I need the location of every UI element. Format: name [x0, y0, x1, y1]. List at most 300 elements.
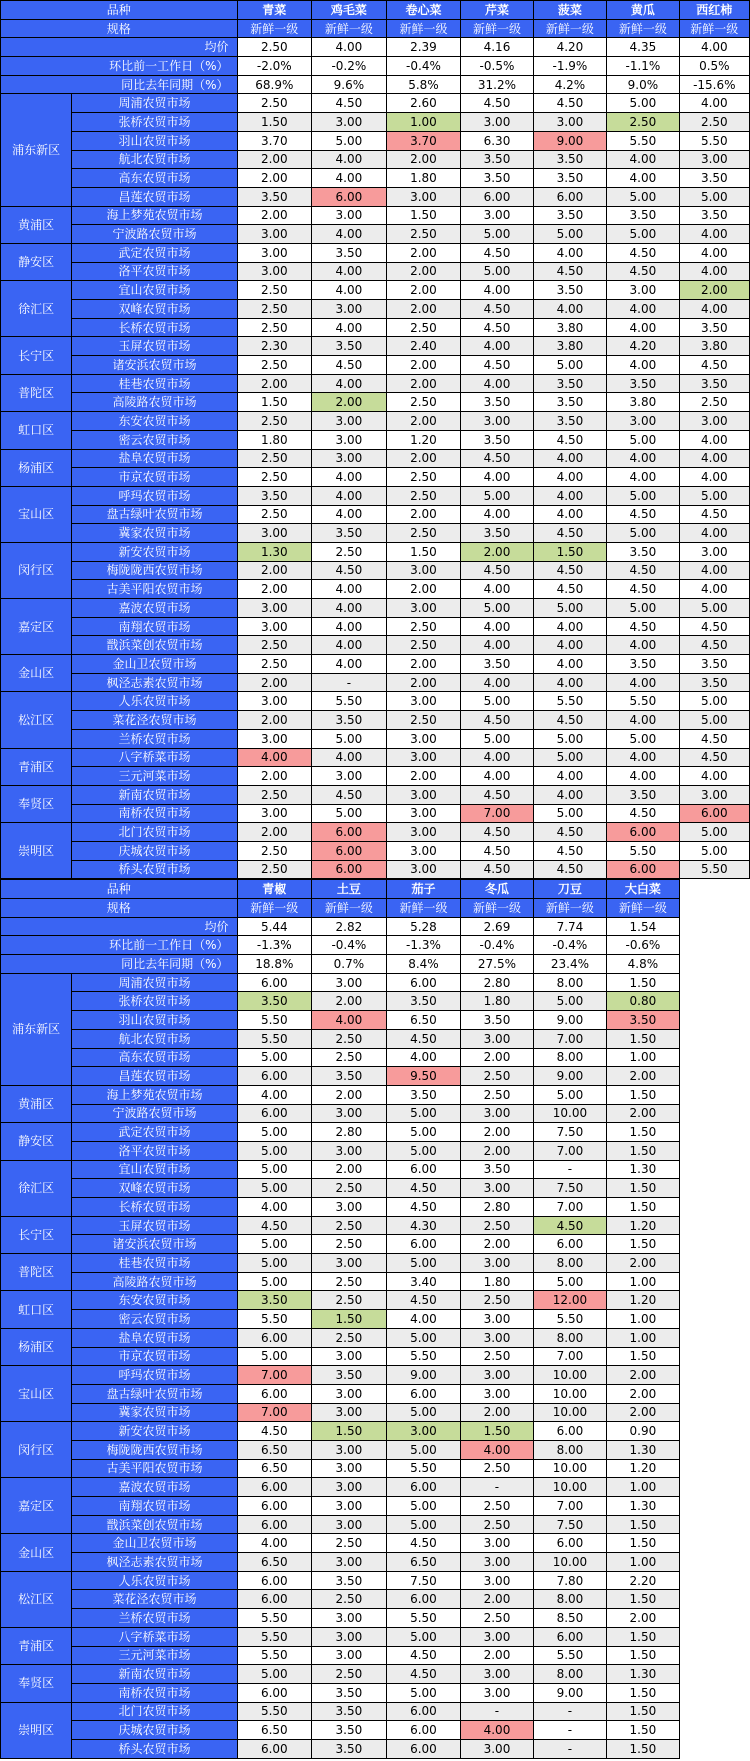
- price-cell: 2.50: [386, 636, 461, 655]
- market-name: 周浦农贸市场: [72, 94, 237, 113]
- price-cell: 7.50: [386, 1571, 461, 1590]
- market-name: 人乐农贸市场: [72, 692, 237, 711]
- price-cell: 4.50: [607, 617, 679, 636]
- price-cell: 4.00: [533, 486, 607, 505]
- product-header-label: 品种: [1, 1, 238, 20]
- empty-cell: [679, 1198, 749, 1217]
- price-cell: 3.00: [312, 430, 387, 449]
- price-cell: 7.00: [533, 1029, 607, 1048]
- summary-label: 环比前一工作日（%）: [1, 57, 238, 76]
- price-cell: 5.00: [237, 1048, 312, 1067]
- price-cell: 4.50: [461, 841, 533, 860]
- price-cell: 4.50: [533, 841, 607, 860]
- district-name: 静安区: [1, 243, 72, 280]
- price-cell: 2.00: [312, 1160, 387, 1179]
- summary-value: 8.4%: [386, 955, 461, 974]
- summary-value: -1.9%: [533, 57, 607, 76]
- price-cell: 1.20: [607, 1459, 679, 1478]
- price-cell: 3.00: [679, 785, 749, 804]
- price-cell: 6.00: [533, 1534, 607, 1553]
- district-name: 嘉定区: [1, 1478, 72, 1534]
- price-cell: 3.00: [461, 1739, 533, 1758]
- price-cell: 5.50: [237, 1011, 312, 1030]
- price-cell: 5.00: [461, 599, 533, 618]
- market-name: 兰桥农贸市场: [72, 729, 237, 748]
- price-cell: 3.70: [237, 131, 312, 150]
- price-cell: 6.00: [679, 804, 749, 823]
- market-row: [1, 1011, 750, 1030]
- price-cell: 4.00: [607, 767, 679, 786]
- price-cell: 4.00: [312, 655, 387, 674]
- district-name: 崇明区: [1, 1702, 72, 1758]
- price-cell: 3.50: [312, 1571, 387, 1590]
- price-cell: 3.50: [237, 1291, 312, 1310]
- summary-value: 0.5%: [679, 57, 749, 76]
- price-cell: 4.50: [679, 356, 749, 375]
- summary-value: 5.44: [237, 917, 312, 936]
- price-cell: 3.50: [312, 524, 387, 543]
- price-cell: 1.20: [386, 430, 461, 449]
- price-cell: 6.00: [312, 841, 387, 860]
- price-cell: 2.50: [461, 1609, 533, 1628]
- market-row: [1, 636, 750, 655]
- price-cell: 1.50: [386, 206, 461, 225]
- price-cell: 5.00: [386, 1141, 461, 1160]
- market-row: [1, 505, 750, 524]
- market-name: 武定农贸市场: [72, 1123, 237, 1142]
- price-cell: 4.00: [386, 1310, 461, 1329]
- price-cell: 4.00: [312, 748, 387, 767]
- price-cell: 1.50: [461, 1422, 533, 1441]
- market-row: [1, 1571, 750, 1590]
- price-cell: 4.50: [679, 729, 749, 748]
- price-cell: 3.00: [461, 1384, 533, 1403]
- empty-cell: [679, 917, 749, 936]
- market-row: [1, 1123, 750, 1142]
- price-cell: 3.00: [461, 1627, 533, 1646]
- price-cell: 4.00: [607, 748, 679, 767]
- price-cell: 2.50: [386, 711, 461, 730]
- price-cell: 1.30: [607, 1497, 679, 1516]
- price-cell: 5.00: [237, 1123, 312, 1142]
- summary-value: -0.6%: [607, 936, 679, 955]
- price-cell: 5.00: [386, 1104, 461, 1123]
- empty-cell: [679, 1384, 749, 1403]
- market-name: 戬浜菜创农贸市场: [72, 636, 237, 655]
- empty-cell: [679, 1048, 749, 1067]
- price-cell: 4.50: [312, 561, 387, 580]
- market-row: [1, 1721, 750, 1740]
- price-cell: 5.50: [237, 1702, 312, 1721]
- market-row: [1, 486, 750, 505]
- market-name: 玉屏农贸市场: [72, 337, 237, 356]
- price-cell: 6.00: [386, 1478, 461, 1497]
- price-cell: 2.00: [237, 673, 312, 692]
- price-cell: 3.00: [386, 860, 461, 879]
- price-cell: 4.00: [533, 785, 607, 804]
- district-name: 奉贤区: [1, 1665, 72, 1702]
- price-cell: 2.00: [237, 374, 312, 393]
- product-name: 西红柿: [679, 1, 749, 20]
- district-name: 嘉定区: [1, 599, 72, 655]
- price-cell: 2.30: [237, 337, 312, 356]
- price-cell: 6.50: [386, 1011, 461, 1030]
- summary-row: [1, 936, 750, 955]
- price-cell: 4.50: [461, 860, 533, 879]
- empty-cell: [679, 1665, 749, 1684]
- price-cell: 4.50: [533, 561, 607, 580]
- price-cell: 5.00: [607, 486, 679, 505]
- empty-cell: [679, 1571, 749, 1590]
- price-cell: 5.00: [607, 430, 679, 449]
- market-name: 菜花泾农贸市场: [72, 1590, 237, 1609]
- price-cell: 2.00: [679, 281, 749, 300]
- price-cell: 1.30: [237, 542, 312, 561]
- market-name: 海上梦苑农贸市场: [72, 1085, 237, 1104]
- price-cell: 4.50: [461, 243, 533, 262]
- price-cell: 2.50: [237, 281, 312, 300]
- price-cell: 4.50: [607, 561, 679, 580]
- price-cell: 4.50: [386, 1291, 461, 1310]
- summary-label: 均价: [1, 38, 238, 57]
- market-row: [1, 1048, 750, 1067]
- market-row: [1, 524, 750, 543]
- district-name: 闵行区: [1, 542, 72, 598]
- price-cell: 3.50: [461, 393, 533, 412]
- empty-cell: [679, 899, 749, 918]
- price-cell: 2.50: [461, 1347, 533, 1366]
- price-cell: 5.00: [533, 1085, 607, 1104]
- price-cell: 7.00: [237, 1366, 312, 1385]
- empty-cell: [679, 1254, 749, 1273]
- market-row: [1, 748, 750, 767]
- spec-value: 新鲜一级: [386, 19, 461, 38]
- market-row: [1, 1403, 750, 1422]
- price-cell: 4.00: [461, 636, 533, 655]
- empty-cell: [679, 1609, 749, 1628]
- price-cell: 3.00: [312, 449, 387, 468]
- price-cell: 2.00: [386, 243, 461, 262]
- district-name: 松江区: [1, 1571, 72, 1627]
- market-row: [1, 1179, 750, 1198]
- price-cell: 2.00: [312, 1085, 387, 1104]
- price-cell: 5.00: [237, 1179, 312, 1198]
- market-name: 嘉波农贸市场: [72, 599, 237, 618]
- price-cell: 2.50: [461, 1515, 533, 1534]
- price-cell: 5.50: [312, 692, 387, 711]
- price-cell: 10.00: [533, 1553, 607, 1572]
- market-name: 宁波路农贸市场: [72, 225, 237, 244]
- price-cell: 3.00: [237, 599, 312, 618]
- price-cell: -: [461, 1702, 533, 1721]
- district-name: 金山区: [1, 1534, 72, 1571]
- price-cell: 3.50: [461, 150, 533, 169]
- market-name: 菜花泾农贸市场: [72, 711, 237, 730]
- price-cell: 1.50: [607, 1123, 679, 1142]
- price-cell: 4.50: [237, 1422, 312, 1441]
- price-cell: 4.50: [607, 243, 679, 262]
- market-row: [1, 1702, 750, 1721]
- price-cell: 6.00: [312, 823, 387, 842]
- district-name: 普陀区: [1, 1254, 72, 1291]
- market-name: 兰桥农贸市场: [72, 1609, 237, 1628]
- price-cell: 1.50: [386, 542, 461, 561]
- price-cell: 5.00: [533, 225, 607, 244]
- price-cell: 3.50: [312, 1721, 387, 1740]
- price-cell: 4.50: [607, 505, 679, 524]
- price-cell: 10.00: [533, 1459, 607, 1478]
- price-cell: 3.50: [461, 1011, 533, 1030]
- market-row: [1, 1291, 750, 1310]
- price-cell: 1.50: [607, 1683, 679, 1702]
- price-cell: 5.50: [607, 131, 679, 150]
- price-cell: 2.50: [386, 617, 461, 636]
- price-cell: 5.00: [533, 1272, 607, 1291]
- price-cell: 4.50: [461, 94, 533, 113]
- market-row: [1, 841, 750, 860]
- price-cell: 5.00: [237, 1272, 312, 1291]
- district-name: 浦东新区: [1, 973, 72, 1085]
- price-cell: 7.80: [533, 1571, 607, 1590]
- price-cell: 3.50: [312, 711, 387, 730]
- price-cell: 4.00: [533, 655, 607, 674]
- price-cell: 10.00: [533, 1403, 607, 1422]
- price-cell: 7.50: [533, 1123, 607, 1142]
- market-row: [1, 449, 750, 468]
- market-name: 庆城农贸市场: [72, 841, 237, 860]
- price-cell: 5.00: [312, 729, 387, 748]
- price-cell: 4.00: [461, 337, 533, 356]
- empty-cell: [679, 1347, 749, 1366]
- market-name: 海上梦苑农贸市场: [72, 206, 237, 225]
- empty-cell: [679, 955, 749, 974]
- market-name: 洛平农贸市场: [72, 1141, 237, 1160]
- price-cell: 3.00: [386, 785, 461, 804]
- price-cell: 3.00: [312, 1553, 387, 1572]
- empty-cell: [679, 1328, 749, 1347]
- price-cell: 5.00: [312, 804, 387, 823]
- market-row: [1, 1440, 750, 1459]
- price-cell: 3.00: [312, 1497, 387, 1516]
- district-name: 浦东新区: [1, 94, 72, 206]
- market-name: 三元河菜市场: [72, 1646, 237, 1665]
- price-cell: 6.00: [386, 973, 461, 992]
- market-row: [1, 300, 750, 319]
- market-name: 南桥农贸市场: [72, 1683, 237, 1702]
- price-cell: 1.50: [607, 1141, 679, 1160]
- spec-header-label: 规格: [1, 19, 238, 38]
- empty-cell: [679, 992, 749, 1011]
- product-name: 青椒: [237, 880, 312, 899]
- market-name: 桥头农贸市场: [72, 1739, 237, 1758]
- price-cell: 5.00: [386, 1440, 461, 1459]
- district-name: 静安区: [1, 1123, 72, 1160]
- price-cell: 3.50: [461, 655, 533, 674]
- price-cell: 4.00: [679, 225, 749, 244]
- price-cell: 2.00: [386, 374, 461, 393]
- empty-cell: [679, 1627, 749, 1646]
- price-cell: 3.00: [461, 1310, 533, 1329]
- price-cell: 5.00: [607, 729, 679, 748]
- price-cell: 5.50: [237, 1627, 312, 1646]
- price-cell: 1.50: [607, 1702, 679, 1721]
- price-cell: 4.00: [461, 767, 533, 786]
- price-cell: 5.50: [237, 1310, 312, 1329]
- price-cell: 2.00: [386, 356, 461, 375]
- price-cell: 3.00: [312, 1459, 387, 1478]
- price-cell: 8.00: [533, 1590, 607, 1609]
- market-name: 周浦农贸市场: [72, 973, 237, 992]
- product-name: 黄瓜: [607, 1, 679, 20]
- price-cell: 4.50: [461, 823, 533, 842]
- price-cell: 4.50: [461, 300, 533, 319]
- price-cell: 3.50: [312, 1683, 387, 1702]
- price-cell: 5.00: [607, 187, 679, 206]
- price-cell: 2.00: [386, 300, 461, 319]
- summary-value: 4.16: [461, 38, 533, 57]
- market-row: [1, 655, 750, 674]
- price-cell: 6.00: [237, 973, 312, 992]
- price-cell: 3.50: [461, 430, 533, 449]
- market-name: 枫泾志素农贸市场: [72, 673, 237, 692]
- empty-cell: [679, 880, 749, 899]
- price-cell: 3.00: [607, 281, 679, 300]
- price-cell: 4.50: [312, 356, 387, 375]
- spec-value: 新鲜一级: [237, 19, 312, 38]
- price-cell: 3.00: [312, 1440, 387, 1459]
- price-cell: 1.50: [312, 1422, 387, 1441]
- price-cell: 4.00: [679, 580, 749, 599]
- empty-cell: [679, 1216, 749, 1235]
- market-row: [1, 1198, 750, 1217]
- price-cell: 2.00: [312, 992, 387, 1011]
- price-cell: 5.50: [679, 860, 749, 879]
- price-cell: 1.00: [607, 1553, 679, 1572]
- price-cell: 3.00: [386, 187, 461, 206]
- price-cell: 6.00: [237, 1478, 312, 1497]
- price-cell: 3.00: [312, 1198, 387, 1217]
- price-cell: 5.00: [237, 1141, 312, 1160]
- price-cell: 2.50: [312, 1235, 387, 1254]
- price-cell: 2.00: [386, 673, 461, 692]
- price-cell: 5.50: [533, 692, 607, 711]
- price-cell: 3.50: [679, 206, 749, 225]
- header-row-product: [1, 880, 750, 899]
- price-cell: 3.00: [461, 1366, 533, 1385]
- price-cell: 1.30: [607, 1440, 679, 1459]
- price-cell: 3.00: [312, 1384, 387, 1403]
- summary-value: 4.8%: [607, 955, 679, 974]
- summary-row: [1, 75, 750, 94]
- market-name: 八字桥菜市场: [72, 1627, 237, 1646]
- price-cell: 3.50: [312, 1702, 387, 1721]
- price-cell: 5.00: [679, 486, 749, 505]
- price-cell: 5.50: [237, 1029, 312, 1048]
- market-row: [1, 206, 750, 225]
- price-cell: 2.50: [312, 1534, 387, 1553]
- price-cell: 10.00: [533, 1478, 607, 1497]
- summary-value: -1.1%: [607, 57, 679, 76]
- price-cell: 2.50: [312, 1029, 387, 1048]
- market-name: 新南农贸市场: [72, 785, 237, 804]
- price-cell: 3.00: [312, 1627, 387, 1646]
- market-name: 嘉波农贸市场: [72, 1478, 237, 1497]
- market-row: [1, 1347, 750, 1366]
- market-name: 诸安浜农贸市场: [72, 1235, 237, 1254]
- price-cell: 3.70: [386, 131, 461, 150]
- price-cell: 1.00: [607, 1272, 679, 1291]
- price-cell: 6.00: [237, 1328, 312, 1347]
- price-cell: 1.50: [607, 1739, 679, 1758]
- price-cell: 5.00: [461, 692, 533, 711]
- price-cell: 1.50: [607, 1515, 679, 1534]
- price-cell: 5.50: [237, 1609, 312, 1628]
- price-cell: 2.50: [312, 542, 387, 561]
- price-cell: 3.50: [533, 374, 607, 393]
- price-cell: 4.00: [237, 1198, 312, 1217]
- price-cell: 4.50: [312, 785, 387, 804]
- price-cell: 3.50: [679, 374, 749, 393]
- price-cell: 2.20: [607, 1571, 679, 1590]
- price-cell: 4.00: [312, 225, 387, 244]
- market-row: [1, 1515, 750, 1534]
- price-cell: 3.80: [679, 337, 749, 356]
- price-cell: 1.80: [461, 992, 533, 1011]
- price-cell: 6.00: [607, 860, 679, 879]
- product-name: 刀豆: [533, 880, 607, 899]
- price-cell: 1.80: [237, 430, 312, 449]
- price-cell: 3.50: [679, 318, 749, 337]
- price-cell: 2.40: [386, 337, 461, 356]
- price-cell: 4.00: [312, 505, 387, 524]
- price-cell: 2.00: [461, 1235, 533, 1254]
- price-cell: 1.00: [607, 1048, 679, 1067]
- price-cell: 2.00: [386, 580, 461, 599]
- market-row: [1, 561, 750, 580]
- market-row: [1, 1328, 750, 1347]
- price-cell: 6.00: [386, 1160, 461, 1179]
- price-cell: 4.50: [386, 1179, 461, 1198]
- price-cell: 5.00: [386, 1254, 461, 1273]
- market-name: 金山卫农贸市场: [72, 1534, 237, 1553]
- market-row: [1, 599, 750, 618]
- summary-value: 4.20: [533, 38, 607, 57]
- price-cell: 3.00: [386, 804, 461, 823]
- price-cell: 4.00: [607, 449, 679, 468]
- price-cell: 1.00: [607, 1310, 679, 1329]
- price-cell: 3.00: [312, 1609, 387, 1628]
- price-cell: 4.50: [533, 94, 607, 113]
- price-cell: 3.50: [237, 992, 312, 1011]
- empty-cell: [679, 1553, 749, 1572]
- price-cell: 3.00: [237, 524, 312, 543]
- price-cell: 2.00: [237, 150, 312, 169]
- price-cell: 2.50: [237, 94, 312, 113]
- price-cell: 2.50: [312, 1216, 387, 1235]
- empty-cell: [679, 1459, 749, 1478]
- empty-cell: [679, 1721, 749, 1740]
- price-cell: 2.50: [237, 412, 312, 431]
- price-cell: 5.00: [533, 599, 607, 618]
- price-cell: 5.00: [386, 1123, 461, 1142]
- district-name: 宝山区: [1, 1366, 72, 1422]
- market-name: 东安农贸市场: [72, 412, 237, 431]
- price-cell: 9.00: [386, 1366, 461, 1385]
- price-cell: 1.20: [607, 1291, 679, 1310]
- product-name: 菠菜: [533, 1, 607, 20]
- price-cell: 4.00: [461, 281, 533, 300]
- price-cell: 3.00: [386, 561, 461, 580]
